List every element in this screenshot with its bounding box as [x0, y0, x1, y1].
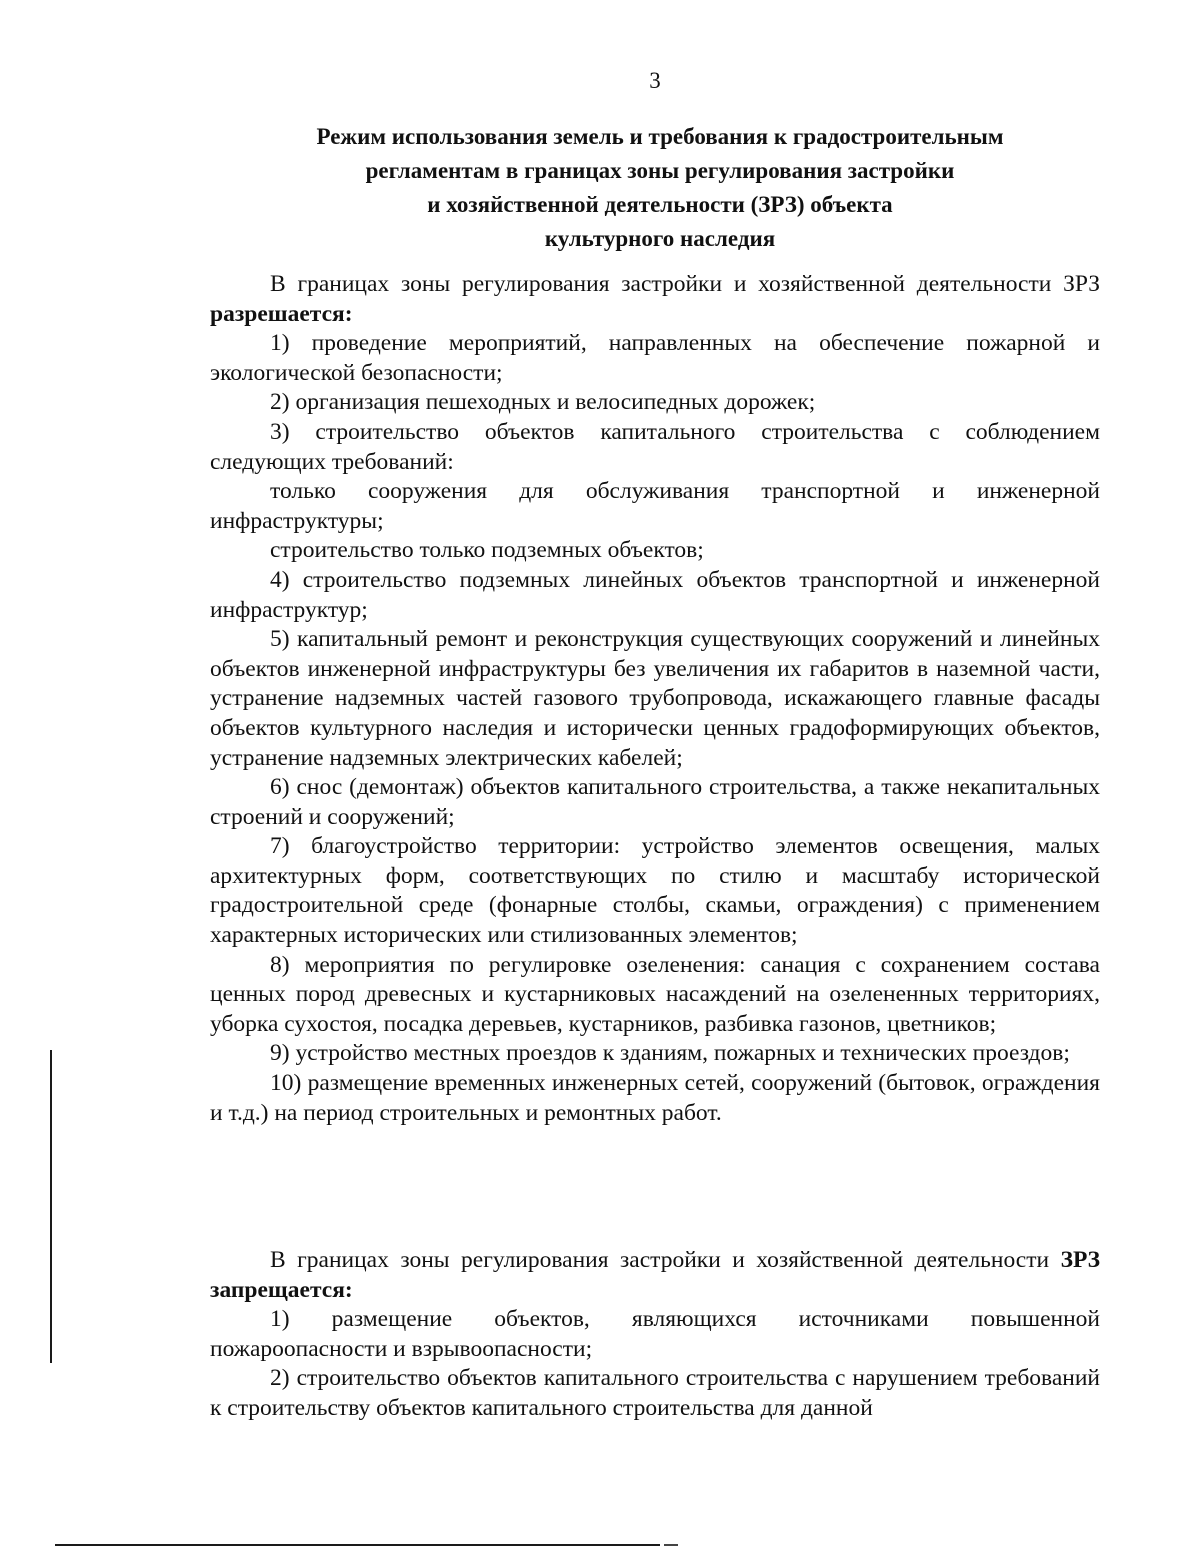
prohibited-intro [210, 1246, 1100, 1305]
allowed-subitem: строительство только подземных объектов; [270, 537, 704, 564]
allowed-intro-text: В границах зоны регулирования застройки и хозяйственной деятельности ЗРЗ [270, 271, 1100, 297]
heading-line-3: и хозяйственной деятельности (ЗРЗ) объекта [427, 192, 893, 217]
allowed-item: 2) организация пешеходных и велосипедных дорожек; [270, 389, 816, 416]
allowed-item: 6) снос (демонтаж) объектов капитального строительства, а также некапитальных строений и сооружений; [210, 774, 1100, 830]
bottom-scan-line-tail [664, 1544, 678, 1546]
heading-line-4: культурного наследия [544, 226, 776, 251]
prohibited-item: 1) размещение объектов, являющихся источниками повышенной пожароопасности и взрывоопасности; [210, 1306, 1100, 1362]
prohibited-section [210, 1246, 1100, 1424]
document-heading [260, 120, 1060, 256]
allowed-subitem: только сооружения для обслуживания транспортной и инженерной инфраструктуры; [210, 478, 1100, 534]
allowed-intro-bold: разрешается: [210, 300, 353, 327]
margin-scan-line [50, 1050, 52, 1363]
allowed-item: 7) благоустройство территории: устройство элементов освещения, малых архитектурных форм, соответствующих по стилю и масштабу исторической градостроительной среде (фонарные столбы, скамьи, ограждения) с применением характерных исторических или стилизованных элементов; [210, 833, 1100, 949]
prohibited-item: 2) строительство объектов капитального строительства с нарушением требований к строительству объектов капитального строительства для данной [210, 1365, 1100, 1421]
allowed-item: 1) проведение мероприятий, направленных на обеспечение пожарной и экологической безопасности; [210, 330, 1100, 386]
allowed-intro [210, 270, 1100, 329]
heading-line-2: регламентам в границах зоны регулирования застройки [365, 158, 955, 183]
heading-line-1: Режим использования земель и требования к градостроительным [316, 124, 1004, 149]
prohibited-intro-text: В границах зоны регулирования застройки и хозяйственной деятельности [270, 1247, 1050, 1273]
prohibited-intro-bold: ЗРЗ запрещается: [210, 1247, 1101, 1303]
allowed-item: 4) строительство подземных линейных объектов транспортной и инженерной инфраструктур; [210, 566, 1100, 623]
allowed-item: 3) строительство объектов капитального строительства с соблюдением следующих требований: [210, 418, 1100, 475]
allowed-item: 9) устройство местных проездов к зданиям, пожарных и технических проездов; [270, 1040, 1070, 1067]
page-number: 3 [649, 68, 661, 93]
allowed-item: 10) размещение временных инженерных сетей, сооружений (бытовок, ограждения и т.д.) на период строительных и ремонтных работ. [210, 1070, 1100, 1126]
allowed-section [210, 270, 1100, 1128]
allowed-item: 5) капитальный ремонт и реконструкция существующих сооружений и линейных объектов инженерной инфраструктуры без увеличения их габаритов в наземной части, устранение надземных частей газового трубопровода, искажающего главные фасады объектов культурного наследия и исторически ценных градоформирующих объектов, устранение надземных электрических кабелей; [210, 626, 1100, 771]
allowed-item: 8) мероприятия по регулировке озеленения: санация с сохранением состава ценных пород древесных и кустарниковых насаждений на озелененных территориях, уборка сухостоя, посадка деревьев, кустарников, разбивка газонов, цветников; [210, 951, 1100, 1037]
bottom-scan-line [55, 1544, 660, 1546]
